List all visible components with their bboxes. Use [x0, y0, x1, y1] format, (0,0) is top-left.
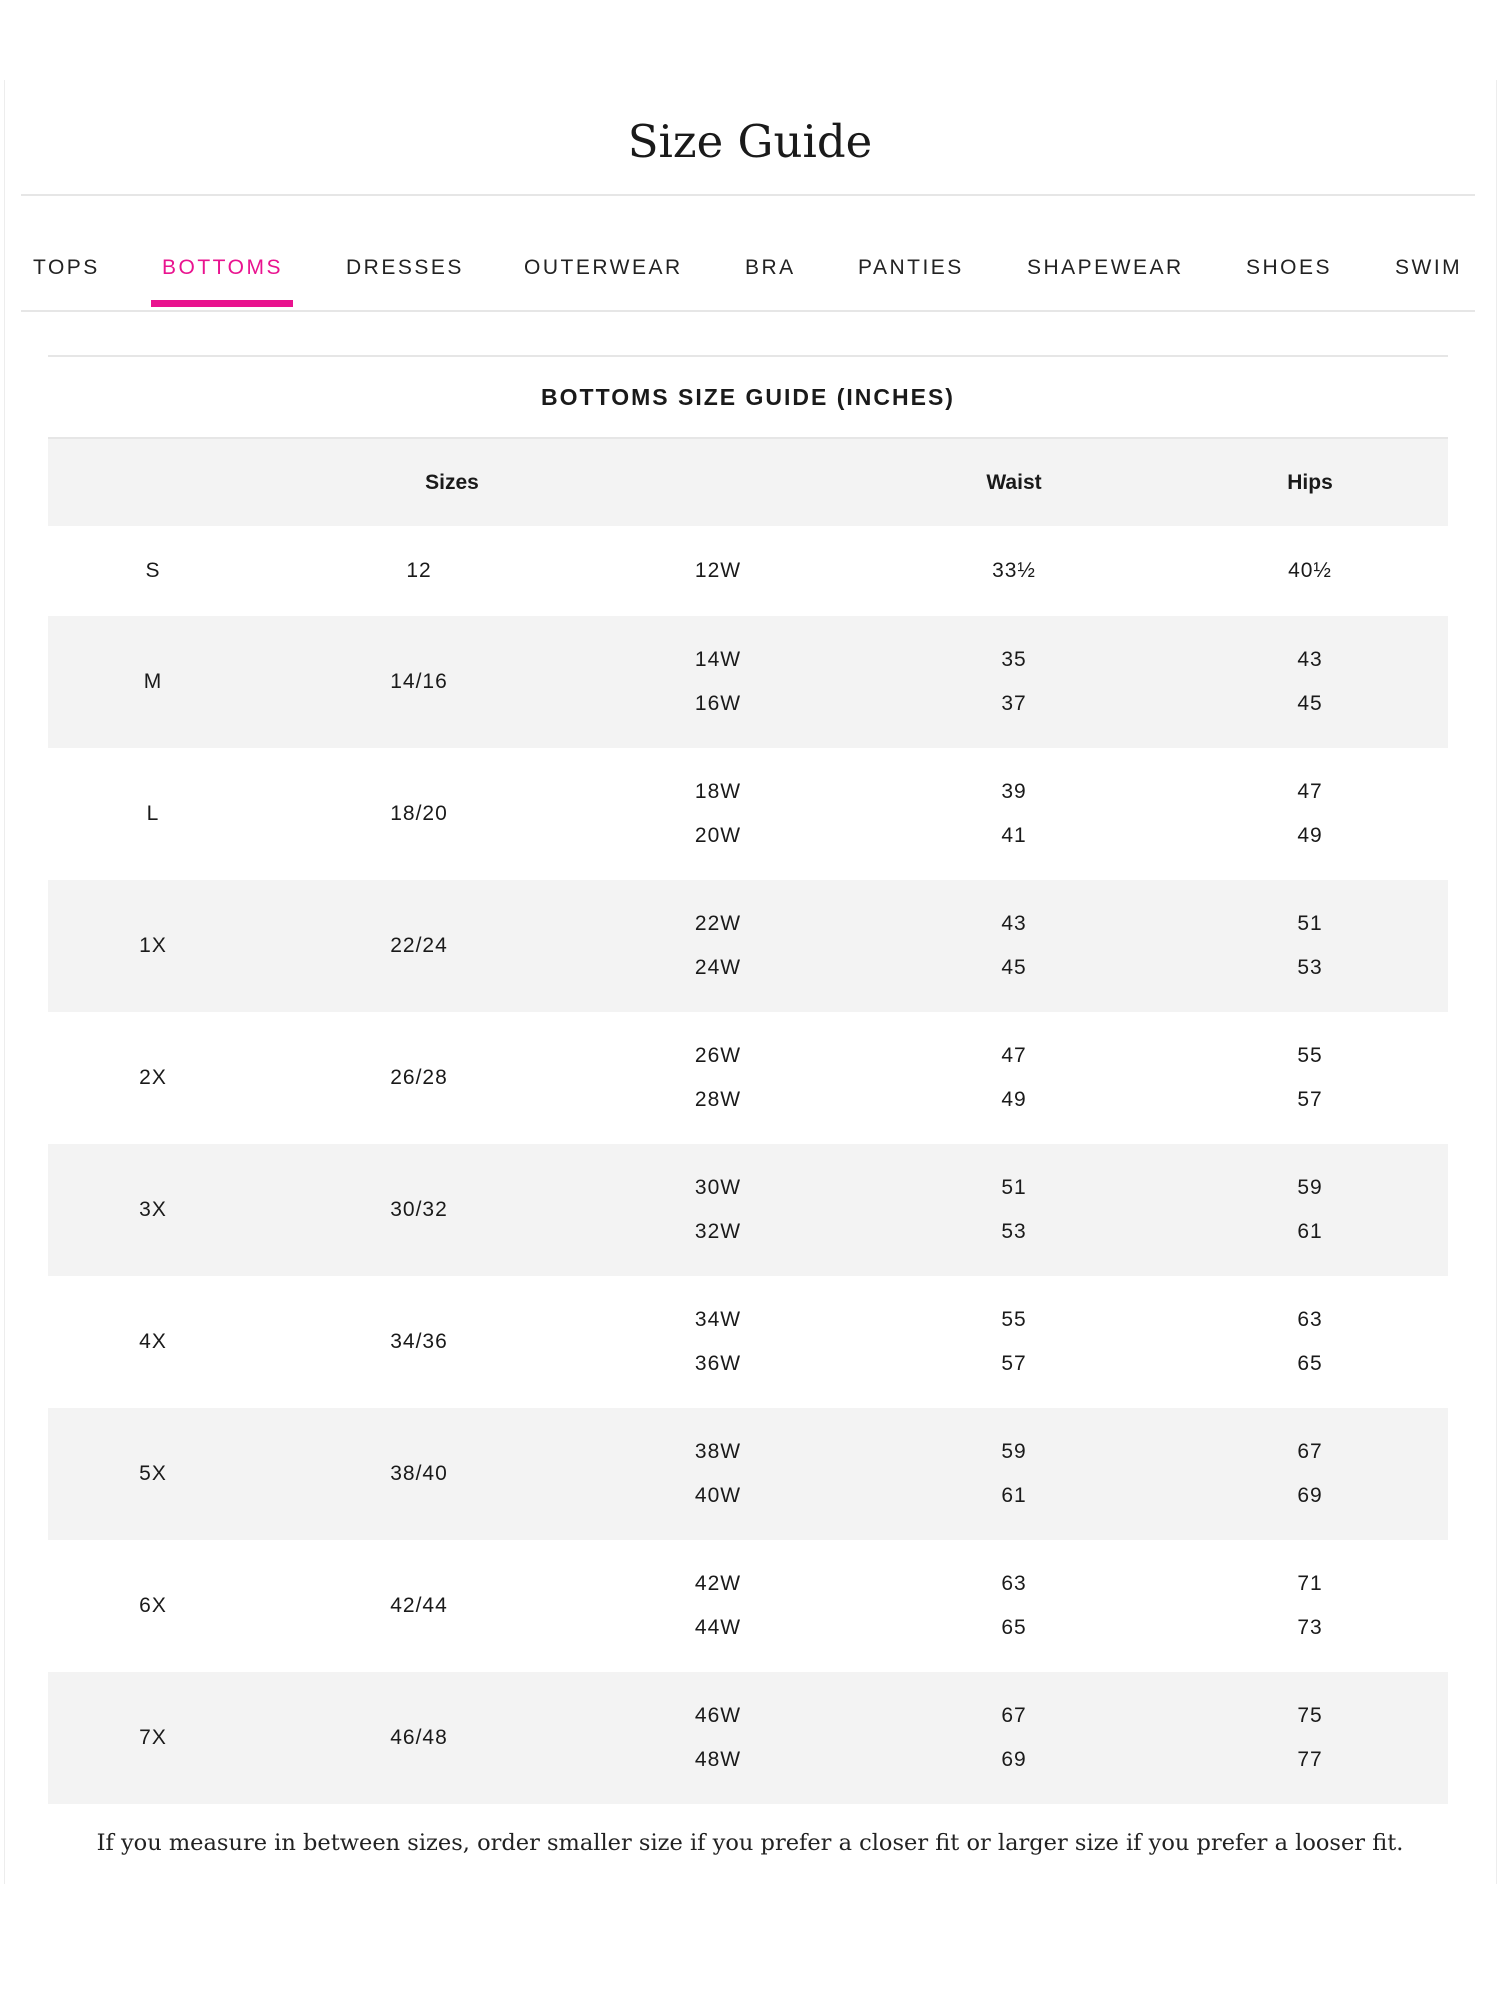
tab-outerwear[interactable]: OUTERWEAR — [524, 256, 683, 279]
table-row — [48, 1672, 1448, 1804]
tab-bra[interactable]: BRA — [745, 256, 796, 279]
waist-cell: 47 — [1001, 1044, 1027, 1067]
waist-cell: 33½ — [992, 559, 1036, 582]
table-row — [48, 1408, 1448, 1540]
size-numeric-cell: 34/36 — [390, 1330, 448, 1353]
tab-swim[interactable]: SWIM — [1395, 256, 1463, 279]
waist-cell: 63 — [1001, 1572, 1027, 1595]
waist-cell: 49 — [1001, 1088, 1027, 1111]
table-header-row — [48, 439, 1448, 526]
hips-cell: 75 — [1297, 1704, 1323, 1727]
hips-cell: 45 — [1297, 692, 1323, 715]
hips-cell: 71 — [1297, 1572, 1323, 1595]
hips-cell: 55 — [1297, 1044, 1323, 1067]
size-numeric-cell: 42/44 — [390, 1594, 448, 1617]
table-row — [48, 1012, 1448, 1144]
waist-cell: 35 — [1001, 648, 1027, 671]
size-letter-cell: L — [146, 802, 160, 825]
size-numeric-cell: 22/24 — [390, 934, 448, 957]
waist-cell: 69 — [1001, 1748, 1027, 1771]
tab-shapewear[interactable]: SHAPEWEAR — [1027, 256, 1184, 279]
hips-cell: 73 — [1297, 1616, 1323, 1639]
size-w-cell: 36W — [694, 1352, 742, 1375]
size-numeric-cell: 18/20 — [390, 802, 448, 825]
hips-cell: 43 — [1297, 648, 1323, 671]
hips-cell: 61 — [1297, 1220, 1323, 1243]
tab-panties[interactable]: PANTIES — [858, 256, 964, 279]
size-w-cell: 26W — [694, 1044, 742, 1067]
tab-bottoms[interactable]: BOTTOMS — [162, 256, 283, 279]
header-hips: Hips — [1287, 471, 1333, 494]
size-letter-cell: 3X — [139, 1198, 167, 1221]
size-w-cell: 34W — [694, 1308, 742, 1331]
table-row — [48, 748, 1448, 880]
hips-cell: 65 — [1297, 1352, 1323, 1375]
size-letter-cell: 1X — [139, 934, 167, 957]
table-row — [48, 1276, 1448, 1408]
waist-cell: 51 — [1001, 1176, 1027, 1199]
table-row — [48, 1144, 1448, 1276]
hips-cell: 69 — [1297, 1484, 1323, 1507]
hips-cell: 63 — [1297, 1308, 1323, 1331]
size-numeric-cell: 26/28 — [390, 1066, 448, 1089]
table-row — [48, 880, 1448, 1012]
hips-cell: 53 — [1297, 956, 1323, 979]
size-w-cell: 42W — [694, 1572, 742, 1595]
waist-cell: 65 — [1001, 1616, 1027, 1639]
table-row — [48, 526, 1448, 616]
waist-cell: 45 — [1001, 956, 1027, 979]
size-w-cell: 46W — [694, 1704, 742, 1727]
size-w-cell: 30W — [694, 1176, 742, 1199]
size-w-cell: 48W — [694, 1748, 742, 1771]
fit-note: If you measure in between sizes, order smaller size if you prefer a closer fit or larger size if you prefer a looser fit. — [96, 1830, 1404, 1856]
hips-cell: 57 — [1297, 1088, 1323, 1111]
size-w-cell: 40W — [694, 1484, 742, 1507]
size-table — [48, 355, 1448, 1804]
size-w-cell: 16W — [694, 692, 742, 715]
size-w-cell: 18W — [694, 780, 742, 803]
hips-cell: 67 — [1297, 1440, 1323, 1463]
waist-cell: 57 — [1001, 1352, 1027, 1375]
size-w-cell: 44W — [694, 1616, 742, 1639]
size-w-cell: 28W — [694, 1088, 742, 1111]
waist-cell: 41 — [1001, 824, 1027, 847]
size-w-cell: 22W — [694, 912, 742, 935]
size-letter-cell: 7X — [139, 1726, 167, 1749]
tab-tops[interactable]: TOPS — [33, 256, 100, 279]
tabs-divider — [21, 310, 1475, 312]
header-sizes: Sizes — [425, 471, 479, 494]
size-w-cell: 38W — [694, 1440, 742, 1463]
waist-cell: 53 — [1001, 1220, 1027, 1243]
waist-cell: 37 — [1001, 692, 1027, 715]
size-w-cell: 24W — [694, 956, 742, 979]
size-numeric-cell: 30/32 — [390, 1198, 448, 1221]
table-row — [48, 616, 1448, 748]
size-letter-cell: S — [145, 559, 161, 582]
hips-cell: 40½ — [1288, 559, 1332, 582]
active-tab-indicator — [151, 300, 293, 307]
size-numeric-cell: 38/40 — [390, 1462, 448, 1485]
size-letter-cell: 2X — [139, 1066, 167, 1089]
size-numeric-cell: 14/16 — [390, 670, 448, 693]
tab-shoes[interactable]: SHOES — [1246, 256, 1333, 279]
category-tabs — [0, 196, 1500, 310]
size-letter-cell: 4X — [139, 1330, 167, 1353]
waist-cell: 67 — [1001, 1704, 1027, 1727]
size-numeric-cell: 46/48 — [390, 1726, 448, 1749]
hips-cell: 47 — [1297, 780, 1323, 803]
size-letter-cell: 6X — [139, 1594, 167, 1617]
waist-cell: 61 — [1001, 1484, 1027, 1507]
waist-cell: 43 — [1001, 912, 1027, 935]
table-row — [48, 1540, 1448, 1672]
size-letter-cell: M — [143, 670, 163, 693]
size-w-cell: 12W — [694, 559, 742, 582]
size-w-cell: 32W — [694, 1220, 742, 1243]
waist-cell: 59 — [1001, 1440, 1027, 1463]
table-body — [48, 526, 1448, 1804]
hips-cell: 49 — [1297, 824, 1323, 847]
tab-dresses[interactable]: DRESSES — [346, 256, 464, 279]
hips-cell: 77 — [1297, 1748, 1323, 1771]
size-w-cell: 20W — [694, 824, 742, 847]
header-waist: Waist — [986, 471, 1042, 494]
page-title: Size Guide — [627, 115, 873, 168]
waist-cell: 39 — [1001, 780, 1027, 803]
size-w-cell: 14W — [694, 648, 742, 671]
hips-cell: 51 — [1297, 912, 1323, 935]
table-caption: BOTTOMS SIZE GUIDE (INCHES) — [541, 384, 955, 410]
waist-cell: 55 — [1001, 1308, 1027, 1331]
size-numeric-cell: 12 — [406, 559, 432, 582]
size-letter-cell: 5X — [139, 1462, 167, 1485]
hips-cell: 59 — [1297, 1176, 1323, 1199]
